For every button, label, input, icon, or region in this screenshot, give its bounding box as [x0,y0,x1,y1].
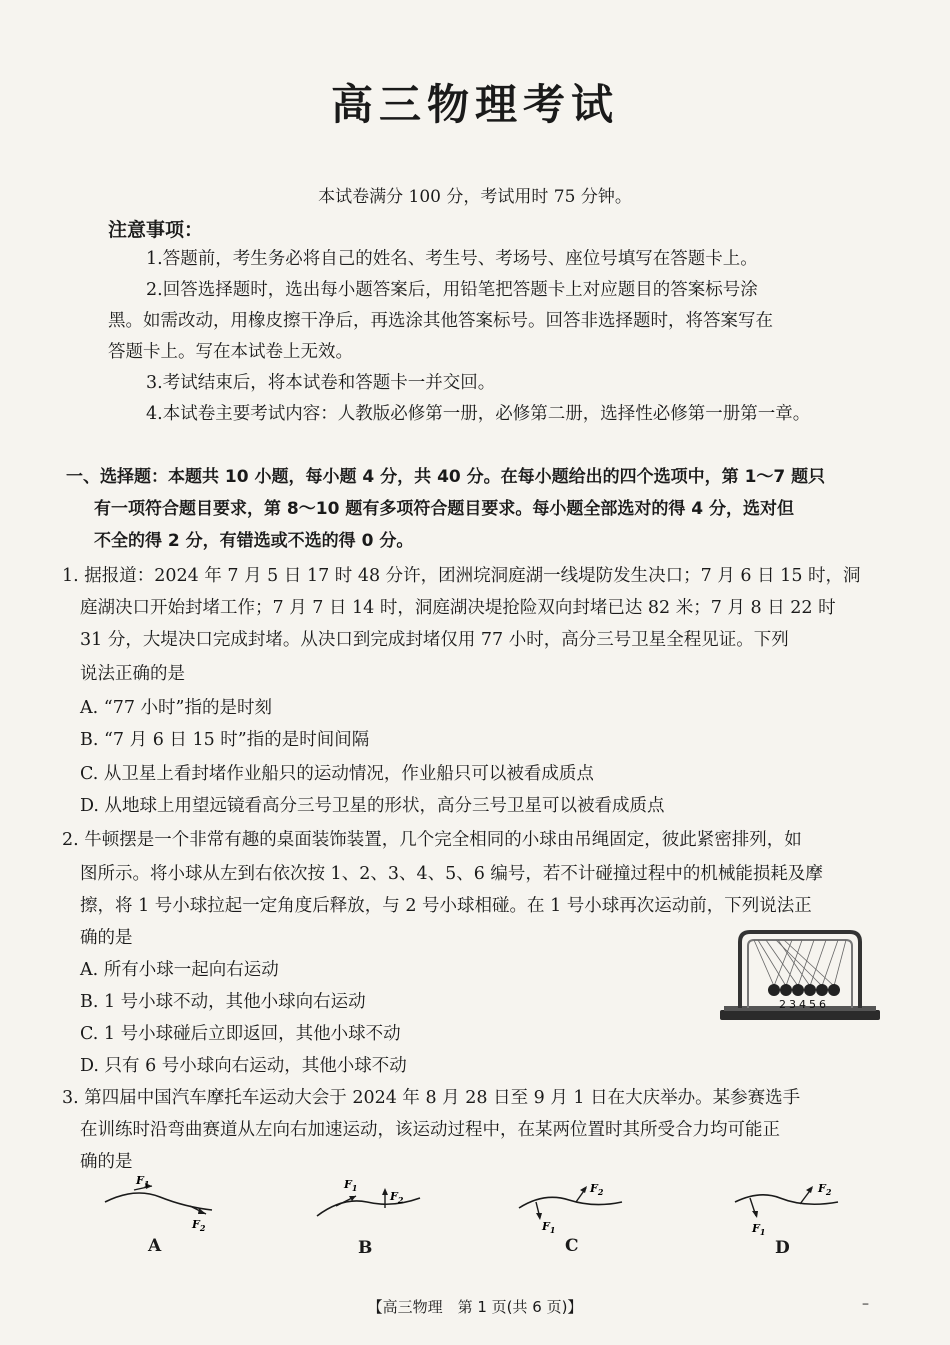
q3-stem: 确的是 [80,1152,133,1172]
q2-stem: 2. 牛顿摆是一个非常有趣的桌面装饰装置，几个完全相同的小球由吊绳固定，彼此紧密排列，如 [62,830,802,850]
section-instructions: 一、选择题：本题共 10 小题，每小题 4 分，共 40 分。在每小题给出的四个选项中，第 1～7 题只 [66,467,826,487]
notice-item: 3.考试结束后，将本试卷和答题卡一并交回。 [146,373,496,393]
q1-option-a: A. “77 小时”指的是时刻 [80,698,272,718]
newtons-cradle-figure [718,924,882,1024]
force-label-f2: $F_2$ [590,1182,604,1197]
notice-item: 1.答题前，考生务必将自己的姓名、考生号、考场号、座位号填写在答题卡上。 [146,249,758,269]
force-label-f1: $F_1$ [136,1174,150,1189]
q1-stem: 说法正确的是 [80,664,185,684]
notice-item: 答题卡上。写在本试卷上无效。 [108,342,353,362]
notice-item: 2.回答选择题时，选出每小题答案后，用铅笔把答题卡上对应题目的答案标号涂 [146,280,758,300]
q2-option-d: D. 只有 6 号小球向右运动，其他小球不动 [80,1056,407,1076]
q2-stem: 擦，将 1 号小球拉起一定角度后释放，与 2 号小球相碰。在 1 号小球再次运动前，下列说法正 [80,896,812,916]
exam-subtitle: 本试卷满分 100 分，考试用时 75 分钟。 [318,187,632,207]
force-label-f1: $F_1$ [752,1222,766,1237]
diagram-label-c: C [565,1236,579,1256]
notice-heading: 注意事项： [108,219,204,241]
q1-stem: 31 分，大堤决口完成封堵。从决口到完成封堵仅用 77 小时，高分三号卫星全程见证。下列 [80,630,789,650]
q1-stem: 1. 据报道：2024 年 7 月 5 日 17 时 48 分许，团洲垸洞庭湖一线堤防发生决口；7 月 6 日 15 时，洞 [62,566,861,586]
cradle-ball-numbers: 23456 [779,998,829,1011]
notice-item: 4.本试卷主要考试内容：人教版必修第一册，必修第二册，选择性必修第一册第一章。 [146,404,811,424]
q1-option-c: C. 从卫星上看封堵作业船只的运动情况，作业船只可以被看成质点 [80,764,594,784]
diagram-label-d: D [775,1238,790,1258]
diagram-label-b: B [358,1238,373,1258]
section-instructions: 有一项符合题目要求，第 8～10 题有多项符合题目要求。每小题全部选对的得 4 分，选对但 [94,499,794,519]
force-label-f1: $F_1$ [542,1220,556,1235]
q2-stem: 确的是 [80,928,133,948]
q3-stem: 在训练时沿弯曲赛道从左向右加速运动，该运动过程中，在某两位置时其所受合力均可能正 [80,1120,780,1140]
q2-stem: 图所示。将小球从左到右依次按 1、2、3、4、5、6 编号，若不计碰撞过程中的机械能损耗及摩 [80,864,823,884]
force-label-f2: $F_2$ [390,1190,404,1205]
page-title: 高三物理考试 [330,80,619,129]
q2-option-a: A. 所有小球一起向右运动 [80,960,279,980]
force-label-f2: $F_2$ [192,1218,206,1233]
page-footer: 【高三物理 第 1 页(共 6 页)】 [367,1298,583,1316]
diagram-d [730,1172,850,1262]
force-label-f2: $F_2$ [818,1182,832,1197]
notice-item: 黑。如需改动，用橡皮擦干净后，再选涂其他答案标号。回答非选择题时，将答案写在 [108,311,773,331]
diagram-label-a: A [148,1236,162,1256]
q2-option-b: B. 1 号小球不动，其他小球向右运动 [80,992,366,1012]
q1-stem: 庭湖决口开始封堵工作；7 月 7 日 14 时，洞庭湖决堤抢险双向封堵已达 82 米；7 月 8 日 22 时 [80,598,836,618]
footer-mark: – [862,1296,869,1312]
force-label-f1: $F_1$ [344,1178,358,1193]
q3-stem: 3. 第四届中国汽车摩托车运动大会于 2024 年 8 月 28 日至 9 月 1 日在大庆举办。某参赛选手 [62,1088,801,1108]
q1-option-d: D. 从地球上用望远镜看高分三号卫星的形状，高分三号卫星可以被看成质点 [80,796,665,816]
section-instructions: 不全的得 2 分，有错选或不选的得 0 分。 [94,531,414,551]
q2-option-c: C. 1 号小球碰后立即返回，其他小球不动 [80,1024,401,1044]
q1-option-b: B. “7 月 6 日 15 时”指的是时间间隔 [80,730,370,750]
